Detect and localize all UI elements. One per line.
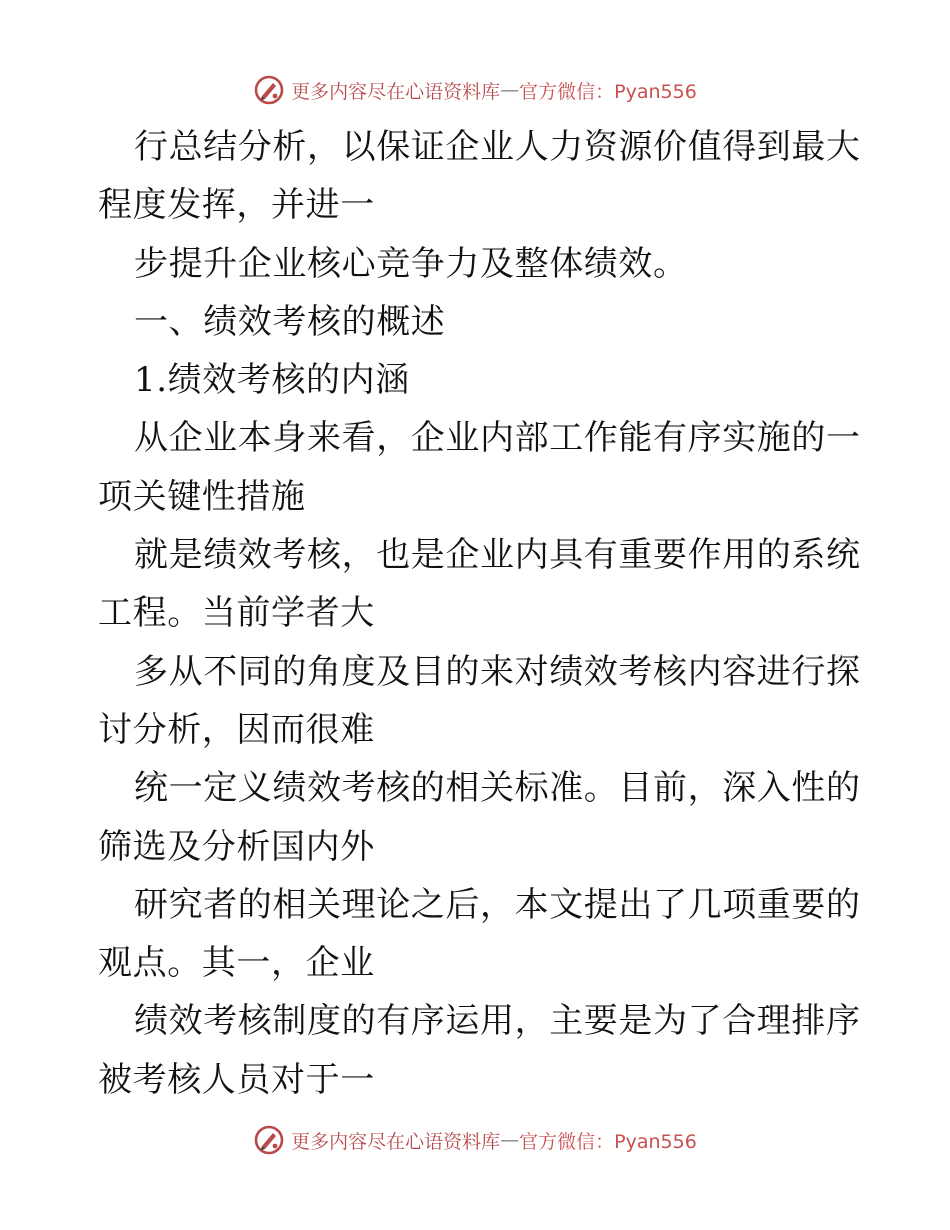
banner-wechat-text: 官方微信：Pyan556 xyxy=(519,1130,697,1153)
body-line: 项关键性措施 xyxy=(98,476,306,517)
body-line: 绩效考核制度的有序运用，主要是为了合理排序 xyxy=(134,1001,861,1042)
body-line: 研究者的相关理论之后，本文提出了几项重要的 xyxy=(134,884,861,925)
red-circle-pen-logo-icon xyxy=(253,74,285,106)
footer-banner xyxy=(0,1120,950,1160)
header-banner xyxy=(0,70,950,110)
body-line: 筛选及分析国内外 xyxy=(98,826,375,867)
body-line: 行总结分析，以保证企业人力资源价值得到最大 xyxy=(134,127,861,167)
body-line: 讨分析，因而很难 xyxy=(98,709,375,750)
document-body xyxy=(98,118,861,1109)
body-line: 程度发挥，并进一 xyxy=(98,185,375,226)
body-line: 统一定义绩效考核的相关标准。目前，深入性的 xyxy=(134,768,861,809)
banner-site-text: 更多内容尽在心语资料库 xyxy=(291,80,501,103)
banner-separator: — xyxy=(500,79,520,101)
section-heading: 一、绩效考核的概述 xyxy=(134,301,446,342)
banner-wechat-text: 官方微信：Pyan556 xyxy=(519,80,697,103)
body-line: 步提升企业核心竞争力及整体绩效。 xyxy=(134,243,688,284)
body-line: 从企业本身来看，企业内部工作能有序实施的一 xyxy=(134,418,861,459)
body-line: 就是绩效考核，也是企业内具有重要作用的系统 xyxy=(134,535,861,576)
body-line: 多从不同的角度及目的来对绩效考核内容进行探 xyxy=(134,651,861,692)
red-circle-pen-logo-icon xyxy=(253,1124,285,1156)
body-line: 工程。当前学者大 xyxy=(98,593,375,634)
subsection-heading: 1.绩效考核的内涵 xyxy=(134,360,410,401)
body-line: 被考核人员对于一 xyxy=(98,1059,375,1100)
body-line: 观点。其一，企业 xyxy=(98,943,375,984)
banner-site-text: 更多内容尽在心语资料库 xyxy=(291,1130,501,1153)
banner-separator: — xyxy=(500,1129,520,1151)
